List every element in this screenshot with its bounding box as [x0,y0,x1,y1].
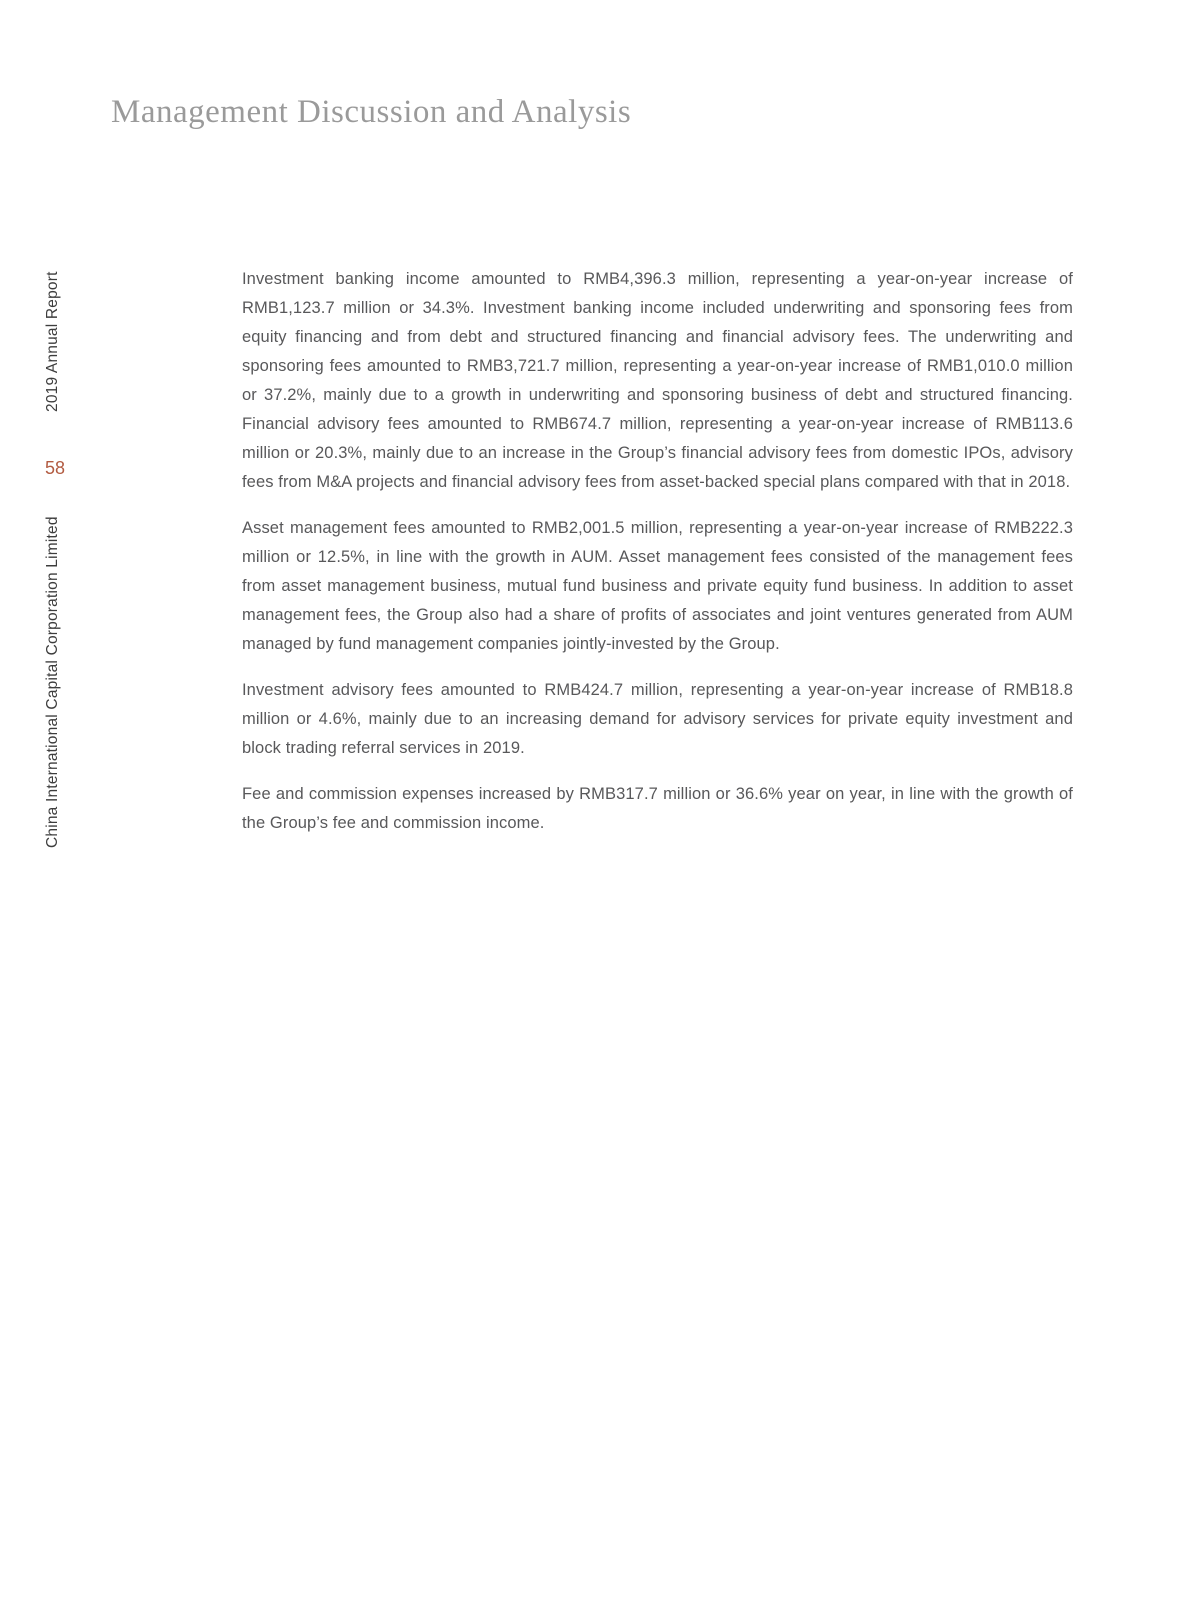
left-sidebar [0,0,90,1615]
sidebar-company-label: China International Capital Corporation Limited [44,516,61,848]
page-title: Management Discussion and Analysis [111,94,632,131]
body-content [242,265,1073,855]
paragraph-asset-management-fees: Asset management fees amounted to RMB2,001.5 million, representing a year-on-year increase of RMB222.3 million or 12.5%, in line with the growth in AUM. Asset management fees consisted of the management fees from asset management business, mutual fund business and private equity fund business. In addition to asset management fees, the Group also had a share of profits of associates and joint ventures generated from AUM managed by fund management companies jointly-invested by the Group. [242,519,1073,653]
paragraph-investment-banking-income: Investment banking income amounted to RMB4,396.3 million, representing a year-on-year increase of RMB1,123.7 million or 34.3%. Investment banking income included underwriting and sponsoring fees from equity financing and from debt and structured financing and financial advisory fees. The underwriting and sponsoring fees amounted to RMB3,721.7 million, representing a year-on-year increase of RMB1,010.0 million or 37.2%, mainly due to a growth in underwriting and sponsoring business of debt and structured financing. Financial advisory fees amounted to RMB674.7 million, representing a year-on-year increase of RMB113.6 million or 20.3%, mainly due to an increase in the Group’s financial advisory fees from domestic IPOs, advisory fees from M&A projects and financial advisory fees from asset-backed special plans compared with that in 2018. [242,270,1073,491]
paragraph-investment-advisory-fees: Investment advisory fees amounted to RMB424.7 million, representing a year-on-year increase of RMB18.8 million or 4.6%, mainly due to an increasing demand for advisory services for private equity investment and block trading referral services in 2019. [242,681,1073,757]
page-number: 58 [45,458,66,478]
paragraph-fee-commission-expenses: Fee and commission expenses increased by RMB317.7 million or 36.6% year on year, in line with the growth of the Group’s fee and commission income. [242,785,1073,832]
sidebar-report-label: 2019 Annual Report [44,271,61,412]
